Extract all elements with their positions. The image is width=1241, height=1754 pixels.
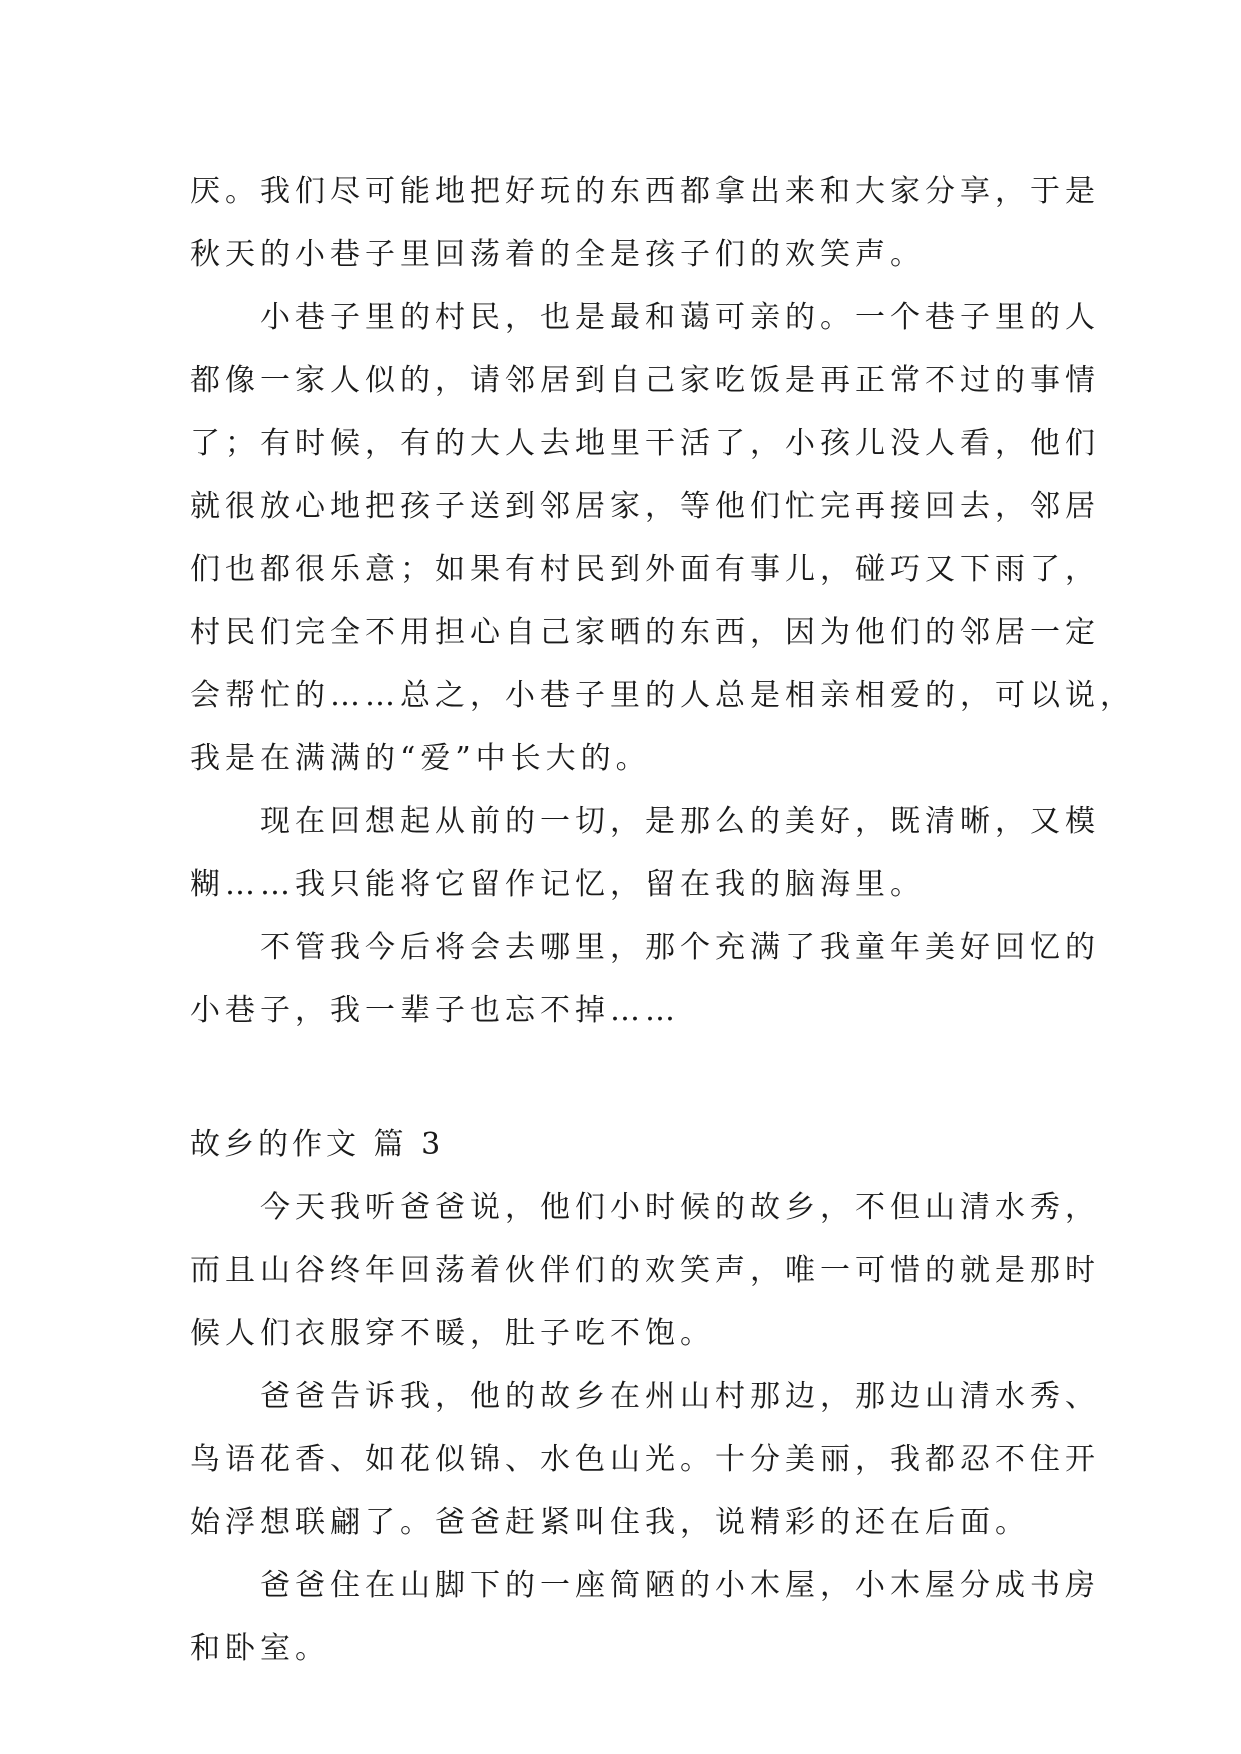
text-line: 我是在满满的“爱”中长大的。 <box>190 741 651 776</box>
text-line: 候人们衣服穿不暖，肚子吃不饱。 <box>190 1316 715 1351</box>
section-spacer <box>190 1042 1052 1113</box>
text-line: 们也都很乐意；如果有村民到外面有事儿，碰巧又下雨了， <box>190 552 1100 587</box>
text-line: 鸟语花香、如花似锦、水色山光。十分美丽，我都忍不住开 <box>190 1442 1100 1477</box>
text-line: 都像一家人似的，请邻居到自己家吃饭是再正常不过的事情 <box>190 363 1100 398</box>
text-line: 小巷子，我一辈子也忘不掉…… <box>190 993 680 1028</box>
text-line: 小巷子里的村民，也是最和蔼可亲的。一个巷子里的人 <box>260 300 1100 335</box>
document-body <box>190 160 1135 1680</box>
text-line: 就很放心地把孩子送到邻居家，等他们忙完再接回去，邻居 <box>190 489 1100 524</box>
text-line: 厌。我们尽可能地把好玩的东西都拿出来和大家分享，于是 <box>190 174 1100 209</box>
paragraph-villagers <box>190 286 1135 790</box>
paragraph-wooden-house <box>190 1554 1100 1680</box>
text-line: 不管我今后将会去哪里，那个充满了我童年美好回忆的 <box>260 930 1100 965</box>
paragraph-memories <box>190 790 1100 916</box>
paragraph-conclusion <box>190 916 1100 1042</box>
text-line: 村民们完全不用担心自己家晒的东西，因为他们的邻居一定 <box>190 615 1100 650</box>
text-line: 现在回想起从前的一切，是那么的美好，既清晰，又模 <box>260 804 1100 839</box>
text-line: 了；有时候，有的大人去地里干活了，小孩儿没人看，他们 <box>190 426 1100 461</box>
text-line: 爸爸住在山脚下的一座简陋的小木屋，小木屋分成书房 <box>260 1568 1100 1603</box>
text-line: 会帮忙的……总之，小巷子里的人总是相亲相爱的，可以说， <box>190 678 1135 713</box>
paragraph-father-said <box>190 1176 1100 1365</box>
text-line: 而且山谷终年回荡着伙伴们的欢笑声，唯一可惜的就是那时 <box>190 1253 1100 1288</box>
text-line: 今天我听爸爸说，他们小时候的故乡，不但山清水秀， <box>260 1190 1100 1225</box>
text-line: 秋天的小巷子里回荡着的全是孩子们的欢笑声。 <box>190 237 925 272</box>
paragraph-continued <box>190 160 1100 286</box>
text-line: 和卧室。 <box>190 1631 330 1666</box>
section-heading: 故乡的作文 篇 3 <box>190 1127 445 1162</box>
text-line: 始浮想联翩了。爸爸赶紧叫住我，说精彩的还在后面。 <box>190 1505 1030 1540</box>
text-line: 糊……我只能将它留作记忆，留在我的脑海里。 <box>190 867 925 902</box>
paragraph-hometown-scenery <box>190 1365 1100 1554</box>
text-line: 爸爸告诉我，他的故乡在州山村那边，那边山清水秀、 <box>260 1379 1100 1414</box>
